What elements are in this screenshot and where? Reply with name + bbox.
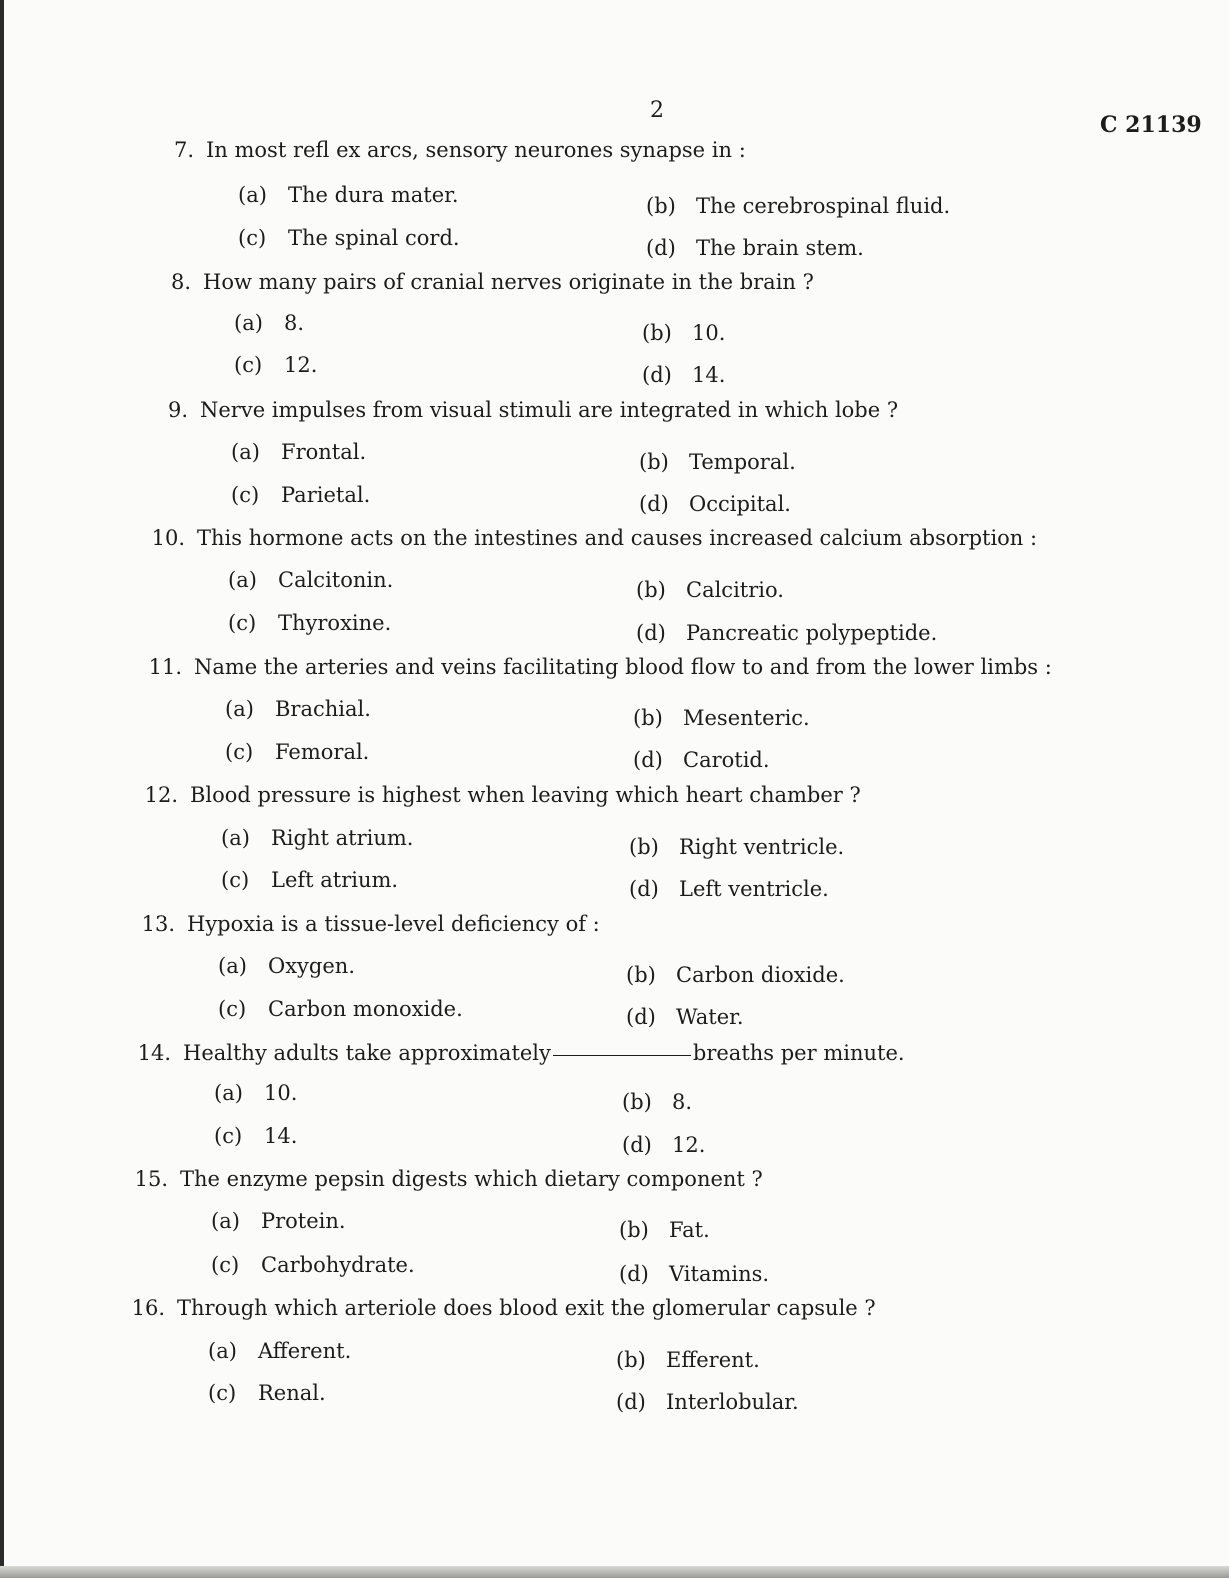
option-c: (c) Thyroxine.: [228, 611, 392, 635]
question-number: 10.: [151, 526, 185, 550]
question-16: [131, 1296, 876, 1320]
option-c: (c) Femoral.: [225, 740, 370, 764]
option-b: (b) Efferent.: [616, 1348, 760, 1372]
question-number: 11.: [148, 655, 182, 679]
option-c: (c) Parietal.: [231, 483, 371, 507]
option-a: (a) Oxygen.: [218, 954, 355, 978]
question-number: 9.: [167, 398, 188, 422]
question-12: [144, 783, 861, 807]
question-text: Healthy adults take approximately: [183, 1041, 551, 1065]
question-10: [151, 526, 1038, 550]
option-a: (a) Frontal.: [231, 440, 367, 464]
option-d: (d) The brain stem.: [646, 236, 864, 260]
question-number: 12.: [144, 783, 178, 807]
option-b: (b) 8.: [622, 1090, 693, 1114]
option-c: (c) Left atrium.: [221, 868, 399, 892]
question-number: 7.: [173, 138, 194, 162]
question-number: 15.: [134, 1167, 168, 1191]
scan-edge-bottom: [0, 1566, 1229, 1578]
option-c: (c) Carbohydrate.: [211, 1253, 415, 1277]
question-8: [170, 270, 814, 294]
option-d: (d) Occipital.: [639, 492, 791, 516]
option-a: (a) Protein.: [211, 1209, 346, 1233]
option-a: (a) 10.: [214, 1081, 298, 1105]
option-b: (b) The cerebrospinal fluid.: [646, 194, 951, 218]
option-d: (d) 14.: [642, 363, 726, 387]
option-a: (a) Calcitonin.: [228, 568, 394, 592]
question-text: How many pairs of cranial nerves originate in the brain ?: [203, 270, 814, 294]
question-15: [134, 1167, 763, 1191]
option-d: (d) Interlobular.: [616, 1390, 799, 1414]
option-c: (c) 14.: [214, 1124, 298, 1148]
question-text: In most refl ex arcs, sensory neurones synapse in :: [206, 138, 746, 162]
question-text-after: breaths per minute.: [692, 1041, 905, 1065]
question-7: [173, 138, 746, 162]
question-14: [137, 1041, 905, 1065]
option-d: (d) Carotid.: [633, 748, 770, 772]
question-text: Through which arteriole does blood exit the glomerular capsule ?: [177, 1296, 876, 1320]
option-b: (b) Calcitrio.: [636, 578, 784, 602]
option-b: (b) Fat.: [619, 1218, 710, 1242]
option-a: (a) The dura mater.: [238, 183, 459, 207]
option-a: (a) 8.: [234, 311, 305, 335]
option-d: (d) 12.: [622, 1133, 706, 1157]
question-number: 8.: [170, 270, 191, 294]
option-c: (c) Renal.: [208, 1381, 326, 1405]
question-number: 14.: [137, 1041, 171, 1065]
question-11: [148, 655, 1052, 679]
option-d: (d) Water.: [626, 1005, 744, 1029]
option-b: (b) Right ventricle.: [629, 835, 845, 859]
question-text: Blood pressure is highest when leaving which heart chamber ?: [190, 783, 861, 807]
question-text: Name the arteries and veins facilitating blood flow to and from the lower limbs :: [194, 655, 1052, 679]
option-d: (d) Left ventricle.: [629, 877, 829, 901]
option-d: (d) Vitamins.: [619, 1262, 770, 1286]
option-b: (b) 10.: [642, 321, 726, 345]
question-text: This hormone acts on the intestines and causes increased calcium absorption :: [197, 526, 1038, 550]
option-a: (a) Afferent.: [208, 1339, 352, 1363]
option-b: (b) Temporal.: [639, 450, 796, 474]
paper-code: C 21139: [1100, 112, 1202, 138]
fill-in-blank: [553, 1055, 691, 1056]
option-b: (b) Mesenteric.: [633, 706, 810, 730]
question-text: The enzyme pepsin digests which dietary component ?: [180, 1167, 763, 1191]
question-number: 13.: [141, 912, 175, 936]
option-c: (c) The spinal cord.: [238, 226, 460, 250]
question-text: Nerve impulses from visual stimuli are integrated in which lobe ?: [200, 398, 899, 422]
option-c: (c) 12.: [234, 353, 318, 377]
option-d: (d) Pancreatic polypeptide.: [636, 621, 938, 645]
question-9: [167, 398, 899, 422]
question-number: 16.: [131, 1296, 165, 1320]
question-13: [141, 912, 600, 936]
option-a: (a) Right atrium.: [221, 826, 414, 850]
option-b: (b) Carbon dioxide.: [626, 963, 845, 987]
question-text: Hypoxia is a tissue-level deficiency of :: [187, 912, 600, 936]
option-a: (a) Brachial.: [225, 697, 371, 721]
scan-edge-left: [0, 0, 4, 1578]
page-number: 2: [650, 98, 664, 123]
option-c: (c) Carbon monoxide.: [218, 997, 463, 1021]
